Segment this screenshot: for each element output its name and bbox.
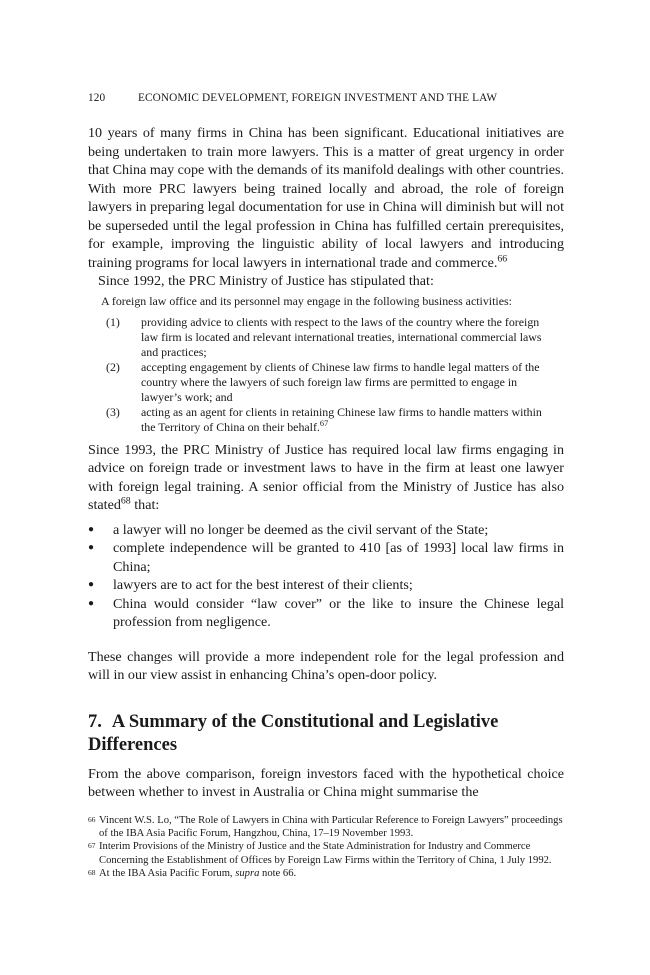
bullet-item bbox=[88, 521, 564, 540]
quote-item-text-body: acting as an agent for clients in retaining Chinese law firms to handle matters within the Territory of China on their behalf. bbox=[141, 404, 542, 434]
body-paragraph-2: Since 1992, the PRC Ministry of Justice has stipulated that: bbox=[98, 273, 434, 289]
spacer bbox=[88, 632, 564, 648]
bullet-item bbox=[88, 576, 564, 595]
bullet-text: a lawyer will no longer be deemed as the civil servant of the State; bbox=[113, 521, 489, 538]
bullet-icon: ● bbox=[88, 542, 95, 553]
footnote-text-part: note 66. bbox=[259, 868, 297, 880]
quote-item bbox=[101, 315, 564, 360]
quote-item-text: providing advice to clients with respect to the laws of the country where the foreign law firm is located and relevant international treaties, international commercial laws and practices; bbox=[141, 314, 542, 359]
footnote-ref-66: 66 bbox=[497, 252, 508, 264]
quote-item-number: (3) bbox=[106, 404, 120, 419]
bullet-text: lawyers are to act for the best interest of their clients; bbox=[113, 577, 413, 593]
footnote-mark: 68 bbox=[88, 868, 96, 878]
quote-item-text bbox=[141, 405, 564, 435]
section-number: 7. bbox=[88, 711, 102, 732]
footnotes bbox=[88, 814, 564, 881]
quote-item-number: (1) bbox=[106, 314, 120, 329]
quote-intro: A foreign law office and its personnel may engage in the following business activities: bbox=[101, 293, 512, 308]
paragraph-text-end: that: bbox=[130, 497, 160, 513]
page-number: 120 bbox=[88, 92, 106, 104]
bullet-text: complete independence will be granted to 410 [as of 1993] local law firms in China; bbox=[113, 540, 564, 575]
footnote-ref-68: 68 bbox=[120, 495, 131, 507]
footnote-text-part: At the IBA Asia Pacific Forum, bbox=[99, 868, 236, 880]
section-title: A Summary of the Constitutional and Legislative Differences bbox=[88, 711, 499, 755]
bullet-item bbox=[88, 539, 564, 576]
section-paragraph: From the above comparison, foreign investors faced with the hypothetical choice between whether to invest in Australia or China might summarise the bbox=[88, 765, 564, 800]
page bbox=[88, 90, 564, 881]
bullet-text: China would consider “law cover” or the like to insure the Chinese legal profession from negligence. bbox=[113, 595, 564, 630]
footnote-67 bbox=[88, 840, 564, 867]
body-paragraph-4: These changes will provide a more independent role for the legal profession and will in our view assist in enhancing China’s open-door policy. bbox=[88, 648, 564, 683]
quote-item-text: accepting engagement by clients of Chinese law firms to handle legal matters of the country where the lawyers of such foreign law firms are permitted to engage in lawyer’s work; and bbox=[141, 359, 540, 404]
bullet-icon: ● bbox=[88, 579, 95, 590]
running-title: ECONOMIC DEVELOPMENT, FOREIGN INVESTMENT AND THE LAW bbox=[138, 92, 498, 104]
quote-item-number: (2) bbox=[106, 359, 120, 374]
quote-item bbox=[101, 405, 564, 435]
bullet-item bbox=[88, 595, 564, 632]
running-head bbox=[88, 90, 564, 106]
bullet-list bbox=[88, 521, 564, 632]
bullet-icon: ● bbox=[88, 597, 95, 609]
footnote-mark: 66 bbox=[88, 814, 96, 824]
body-paragraph-3 bbox=[88, 441, 564, 515]
paragraph-text: 10 years of many firms in China has been significant. Educational initiatives are being undertaken to train more lawyers. This is a matter of great urgency in order that China may cope with the demands of its manifold dealings with other countries. With more PRC lawyers being trained locally and abroad, the role of foreign lawyers in preparing legal documentation for use in China will diminish but will not be superseded until the legal profession in China has fulfilled certain prerequisites, for example, improving the linguistic ability of local lawyers and introducing training programs for local lawyers in international trade and commerce. bbox=[88, 125, 564, 271]
footnote-66 bbox=[88, 814, 564, 841]
footnote-text bbox=[99, 867, 564, 880]
paragraph-text: Since 1993, the PRC Ministry of Justice has required local law firms engaging in advice on foreign trade or investment laws to have in the firm at least one lawyer with foreign legal training. A senior official from the Ministry of Justice has also stated bbox=[88, 441, 564, 513]
footnote-68 bbox=[88, 867, 564, 880]
footnote-text: Vincent W.S. Lo, “The Role of Lawyers in China with Particular Reference to Foreign Lawyers” proceedings of the IBA Asia Pacific Forum, Hangzhou, China, 17–19 November 1993. bbox=[99, 814, 563, 839]
block-quote bbox=[101, 294, 564, 435]
body-paragraph-1 bbox=[88, 124, 564, 272]
quote-list bbox=[101, 315, 564, 435]
footnote-ref-67: 67 bbox=[319, 418, 329, 428]
footnote-text-italic: supra bbox=[235, 868, 260, 880]
quote-item bbox=[101, 360, 564, 405]
bullet-icon: ● bbox=[88, 523, 95, 535]
section-heading bbox=[88, 711, 564, 757]
footnote-text: Interim Provisions of the Ministry of Justice and the State Administration for Industry and Commerce Concerning the Establishment of Offices by Foreign Law Firms within the Territory of China, 1 July 1992. bbox=[99, 841, 552, 866]
footnote-mark: 67 bbox=[88, 841, 96, 851]
